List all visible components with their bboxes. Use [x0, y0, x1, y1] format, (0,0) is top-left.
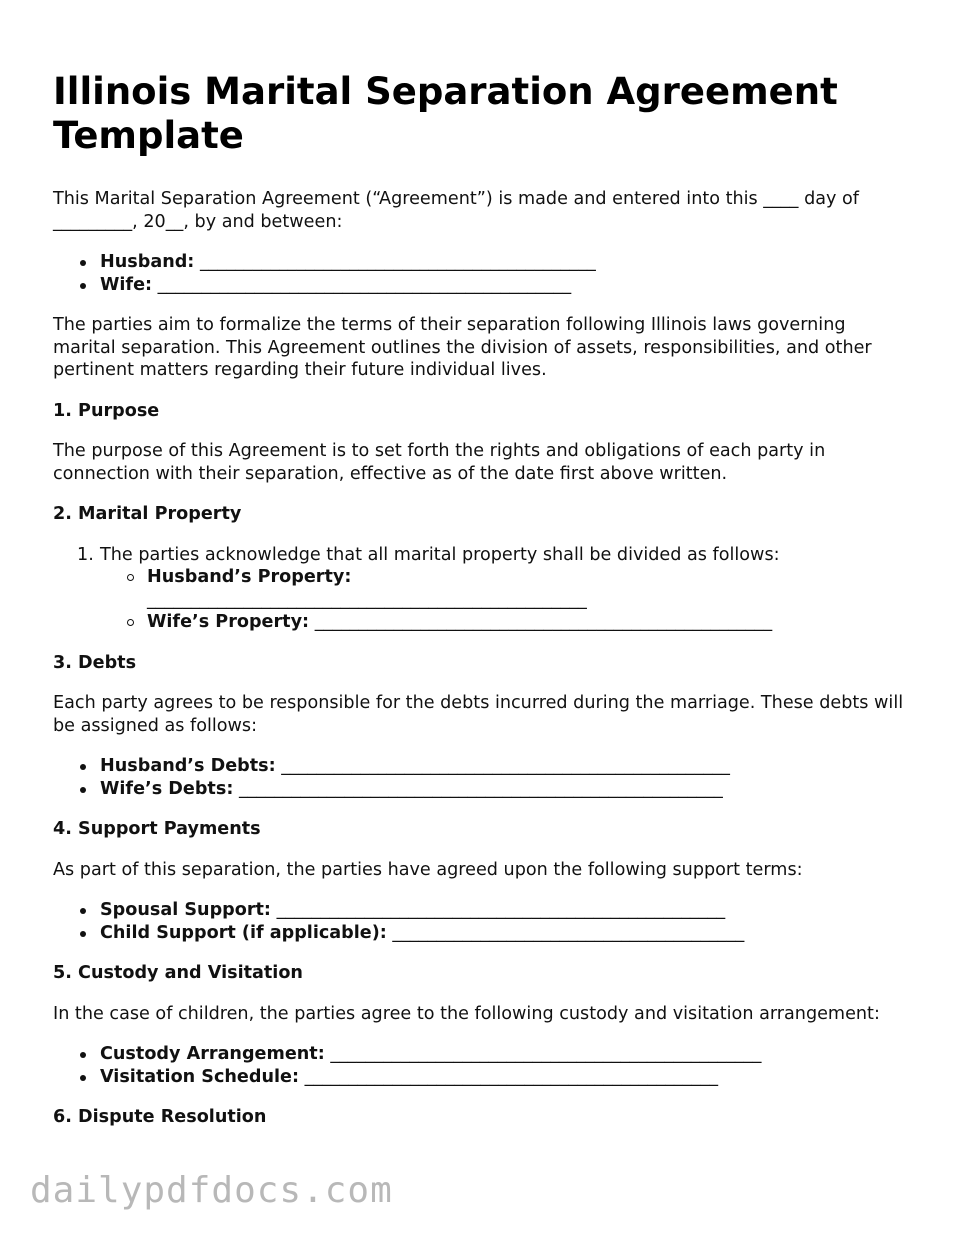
husband-debts-blank: ___________________________________________________ [281, 756, 730, 776]
custody-arrangement-label: Custody Arrangement: [100, 1044, 325, 1064]
document-title: Illinois Marital Separation Agreement Template [53, 70, 838, 157]
list-item [53, 1066, 913, 1089]
section-heading-purpose: 1. Purpose [53, 400, 160, 421]
wife-debts-blank: _______________________________________________________ [238, 778, 723, 799]
section-heading-dispute-resolution: 6. Dispute Resolution [53, 1107, 267, 1127]
support-paragraph: As part of this separation, the parties have agreed upon the following support terms: [53, 859, 803, 880]
property-intro: The parties acknowledge that all marital property shall be divided as follows: [100, 544, 780, 565]
list-item [53, 922, 913, 945]
support-list [53, 899, 913, 944]
parties-list [53, 251, 913, 296]
wife-property-blank: ____________________________________________________ [314, 612, 773, 632]
list-item [100, 611, 913, 634]
wife-label: Wife: [100, 274, 153, 295]
section-heading-custody: 5. Custody and Visitation [53, 963, 303, 983]
list-item [53, 899, 913, 922]
husband-blank: _____________________________________________ [199, 252, 596, 272]
custody-list [53, 1043, 913, 1088]
property-list [53, 544, 913, 634]
wife-blank: _______________________________________________ [157, 274, 572, 295]
document-page [53, 70, 913, 1147]
visitation-schedule-label: Visitation Schedule: [100, 1066, 299, 1087]
section-heading-debts: 3. Debts [53, 652, 137, 673]
section-heading-marital-property: 2. Marital Property [53, 504, 242, 524]
husband-property-label: Husband’s Property: [147, 567, 352, 587]
section-heading-support: 4. Support Payments [53, 819, 261, 839]
watermark: dailypdfdocs.com [30, 1170, 393, 1211]
husband-debts-label: Husband’s Debts: [100, 756, 276, 776]
property-sublist [100, 566, 913, 634]
list-item [53, 778, 913, 801]
list-item [100, 566, 913, 611]
list-number: 1. [77, 544, 94, 565]
aim-paragraph: The parties aim to formalize the terms of their separation following Illinois laws governing marital separation. This Agreement outlines the division of assets, responsibilities, and other pertinent matters regarding their future individual lives. [53, 315, 872, 380]
intro-paragraph: This Marital Separation Agreement (“Agreement”) is made and entered into this ____ day of _________, 20__, by and between: [53, 189, 859, 232]
list-item [53, 1043, 913, 1066]
purpose-paragraph: The purpose of this Agreement is to set forth the rights and obligations of each party in connection with their separation, effective as of the date first above written. [53, 441, 826, 484]
husband-property-blank: __________________________________________________ [147, 589, 587, 610]
spousal-support-blank: ___________________________________________________ [276, 900, 726, 920]
list-item [53, 755, 913, 778]
child-support-label: Child Support (if applicable): [100, 922, 387, 943]
wife-property-label: Wife’s Property: [147, 612, 310, 632]
list-item [53, 251, 913, 274]
husband-label: Husband: [100, 252, 195, 272]
list-item [53, 544, 913, 634]
custody-paragraph: In the case of children, the parties agree to the following custody and visitation arrangement: [53, 1003, 880, 1024]
visitation-schedule-blank: _______________________________________________ [304, 1066, 719, 1087]
debts-list [53, 755, 913, 800]
wife-debts-label: Wife’s Debts: [100, 778, 234, 799]
custody-arrangement-blank: _________________________________________________ [330, 1044, 762, 1064]
spousal-support-label: Spousal Support: [100, 900, 271, 920]
debts-paragraph: Each party agrees to be responsible for the debts incurred during the marriage. These debts will be assigned as follows: [53, 693, 904, 736]
child-support-blank: ________________________________________ [392, 922, 745, 943]
list-item [53, 274, 913, 297]
